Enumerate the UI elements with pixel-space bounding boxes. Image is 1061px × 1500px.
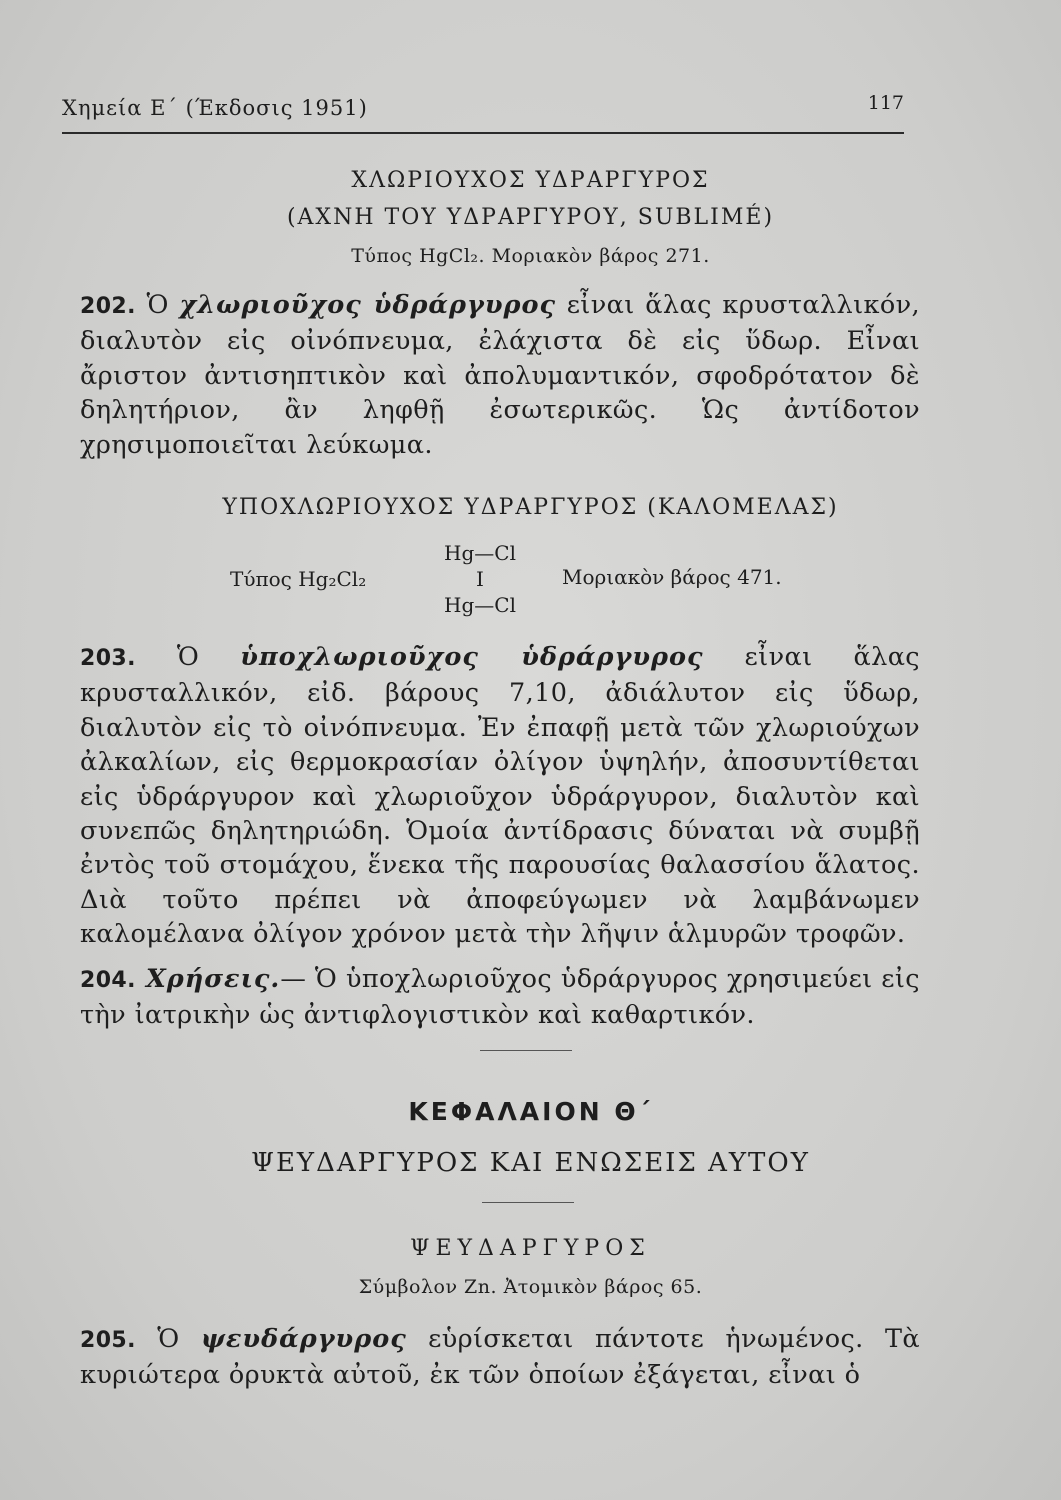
paragraph-text: — Ὁ ὑποχλωριοῦχος ὑδράργυρος χρησιμεύει εἰς τὴν ἰατρικὴν ὡς ἀντιφλογιστικὸν καὶ καθαρτικόν. xyxy=(80,964,920,1031)
formula-line-hgcl2: Τύπος HgCl₂. Μοριακὸν βάρος 271. xyxy=(351,245,710,267)
section-title-zn: ΨΕΥΔΑΡΓΥΡΟΣ xyxy=(410,1236,651,1261)
divider xyxy=(480,1050,572,1051)
paragraph-number: 204. xyxy=(80,968,136,993)
paragraph-term: Χρήσεις. xyxy=(135,964,281,994)
paragraph-lead: Ὁ xyxy=(135,290,180,320)
section-title-calomel: ΥΠΟΧΛΩΡΙΟΥΧΟΣ ΥΔΡΑΡΓΥΡΟΣ (ΚΑΛΟΜΕΛΑΣ) xyxy=(222,495,839,520)
page-number: 117 xyxy=(867,92,904,114)
structural-formula xyxy=(440,540,520,618)
paragraph-lead: Ὁ xyxy=(135,642,241,672)
struct-bottom: Hg—Cl xyxy=(444,593,516,617)
formula-line-zn: Σύμβολον Zn. Ἀτομικὸν βάρος 65. xyxy=(358,1276,703,1298)
paragraph-203 xyxy=(80,640,920,952)
paragraph-number: 203. xyxy=(80,646,136,671)
paragraph-term: χλωριοῦχος ὑδράργυρος xyxy=(179,290,557,320)
divider xyxy=(482,1202,574,1203)
running-header xyxy=(62,92,904,134)
formula-type-hg2cl2: Τύπος Hg₂Cl₂ xyxy=(230,567,367,591)
paragraph-term: ψευδάργυρος xyxy=(200,1324,407,1354)
paragraph-205 xyxy=(80,1322,920,1393)
paragraph-text: εὑρίσκεται πάντοτε ἡνωμένος. Τὰ κυριώτερα ὀρυκτὰ αὐτοῦ, ἐκ τῶν ὁποίων ἐξάγεται, εἶναι ὁ xyxy=(80,1324,921,1391)
paragraph-204 xyxy=(80,962,920,1033)
section-subtitle-hgcl2: (ΑΧΝΗ ΤΟΥ ΥΔΡΑΡΓΥΡΟΥ, SUBLIMÉ) xyxy=(286,205,775,230)
paragraph-number: 202. xyxy=(80,294,136,319)
section-title-hgcl2: ΧΛΩΡΙΟΥΧΟΣ ΥΔΡΑΡΓΥΡΟΣ xyxy=(351,168,710,193)
header-title: Χημεία Ε΄ (Έκδοσις 1951) xyxy=(62,96,368,120)
molecular-weight-hg2cl2: Μοριακὸν βάρος 471. xyxy=(562,565,782,589)
struct-bond: I xyxy=(476,567,484,591)
paragraph-text: εἶναι ἅλας κρυσταλλικόν, διαλυτὸν εἰς οἰνόπνευμα, ἐλάχιστα δὲ εἰς ὕδωρ. Εἶναι ἄριστον ἀντισηπτικὸν καὶ ἀπολυμαντικόν, σφοδρότατον δὲ δηλητήριον, ἂν ληφθῇ ἐσωτερικῶς. Ὡς ἀντίδοτον χρησιμοποιεῖται λεύκωμα. xyxy=(80,290,920,460)
paragraph-lead: Ὁ xyxy=(135,1324,201,1354)
paragraph-202 xyxy=(80,288,920,462)
paragraph-term: ὑποχλωριοῦχος ὑδράργυρος xyxy=(240,642,704,672)
paragraph-text: εἶναι ἅλας κρυσταλλικόν, εἰδ. βάρους 7,10, ἀδιάλυτον εἰς ὕδωρ, διαλυτὸν εἰς τὸ οἰνόπνευμα. Ἐν ἐπαφῇ μετὰ τῶν χλωριούχων ἀλκαλίων, εἰς θερμοκρασίαν ὀλίγον ὑψηλήν, ἀποσυντίθεται εἰς ὑδράργυρον καὶ χλωριοῦχον ὑδράργυρον, διαλυτὸν καὶ συνεπῶς δηλητηριώδη. Ὁμοία ἀντίδρασις δύναται νὰ συμβῇ ἐντὸς τοῦ στομάχου, ἕνεκα τῆς παρουσίας θαλασσίου ἅλατος. Διὰ τοῦτο πρέπει νὰ ἀποφεύγωμεν νὰ λαμβάνωμεν καλομέλανα ὀλίγον χρόνον μετὰ τὴν λῆψιν ἁλμυρῶν τροφῶν. xyxy=(80,642,920,950)
chapter-title: ΚΕΦΑΛΑΙΟΝ Θ΄ xyxy=(408,1097,653,1126)
paragraph-number: 205. xyxy=(80,1328,136,1353)
chapter-subtitle: ΨΕΥΔΑΡΓΥΡΟΣ ΚΑΙ ΕΝΩΣΕΙΣ ΑΥΤΟΥ xyxy=(251,1148,810,1178)
struct-top: Hg—Cl xyxy=(444,541,516,565)
